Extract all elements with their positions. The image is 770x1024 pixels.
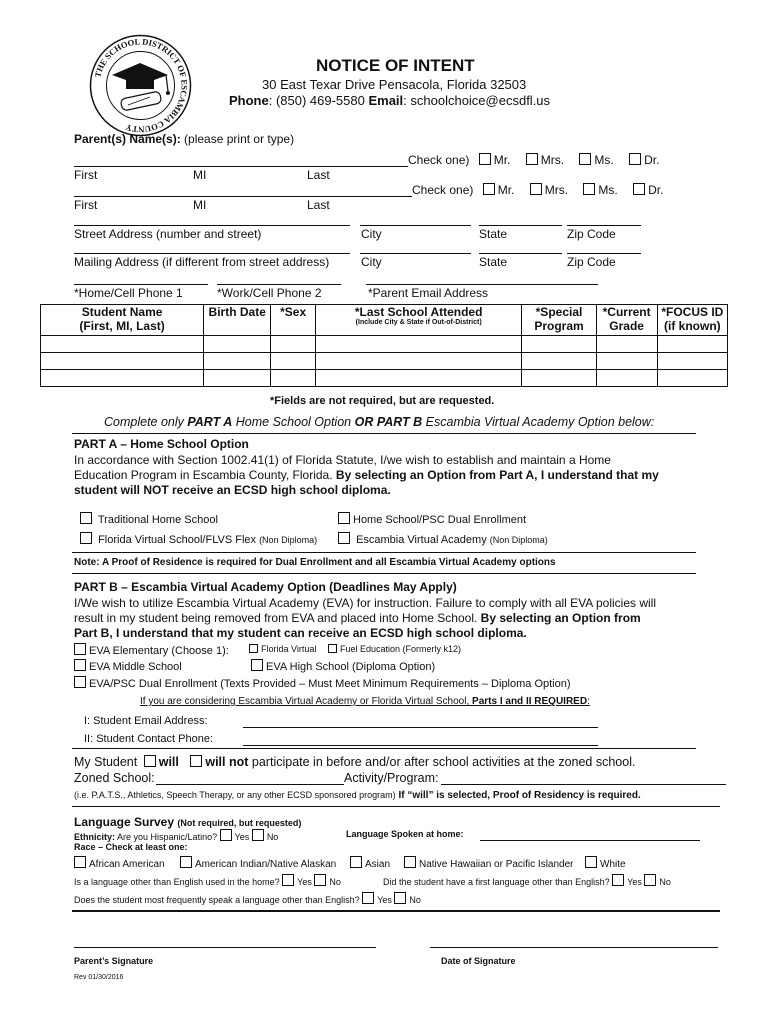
parent1-title-check	[408, 153, 659, 167]
table-row[interactable]	[41, 353, 728, 370]
q-most-frequent: Does the student most frequently speak a language other than English? Yes No	[74, 892, 421, 905]
parent-email-line[interactable]	[366, 284, 598, 285]
state-label: State	[479, 227, 508, 241]
parents-label-note: (please print or type)	[180, 132, 295, 146]
language-home-label: Language Spoken at home:	[346, 829, 464, 839]
psc-dual-checkbox[interactable]	[338, 512, 350, 524]
parent2-mrs-checkbox[interactable]	[530, 183, 542, 195]
col-special-program: *Special Program	[522, 305, 596, 336]
work-phone-label: *Work/Cell Phone 2	[217, 286, 322, 300]
mrs-label: Mrs.	[544, 183, 569, 197]
col-focus-id: *FOCUS ID (if known)	[657, 305, 727, 336]
col-student-name: Student Name (First, MI, Last)	[41, 305, 204, 336]
student-email-line[interactable]	[243, 727, 598, 728]
col-last-school: *Last School Attended (Include City & State if Out-of-District)	[315, 305, 521, 336]
dr-label: Dr.	[648, 183, 664, 197]
will-label: will	[158, 755, 179, 769]
mrs-label: Mrs.	[540, 153, 565, 167]
city-label: City	[361, 227, 382, 241]
divider	[72, 910, 720, 912]
activities-rest: participate in before and/or after school activities at the zoned school.	[251, 755, 636, 769]
part-b-title: PART B – Escambia Virtual Academy Option (Deadlines May Apply)	[74, 580, 457, 594]
divider	[72, 806, 720, 807]
part-b-line2: result in my student being removed from EVA and placed into Home School. By selecting an Option from	[74, 611, 641, 625]
eva-dual-checkbox[interactable]	[74, 676, 86, 688]
table-row[interactable]	[41, 370, 728, 387]
florida-virtual-checkbox[interactable]	[80, 532, 92, 544]
part-b-line1: I/We wish to utilize Escambia Virtual Academy (EVA) for instruction. Failure to comply with all EVA policies will	[74, 596, 656, 610]
ethnicity-row: Ethnicity: Are you Hispanic/Latino? Yes No	[74, 829, 278, 842]
african-american-checkbox[interactable]	[74, 856, 86, 868]
student-phone-label: II: Student Contact Phone:	[84, 733, 214, 745]
will-checkbox[interactable]	[144, 755, 156, 767]
svg-text:THE SCHOOL DISTRICT OF ESCAMBI: THE SCHOOL DISTRICT OF ESCAMBIA COUNTY	[92, 36, 190, 135]
divider	[72, 552, 696, 553]
eva-note: (Non Diploma)	[489, 535, 548, 545]
other-home-no-checkbox[interactable]	[314, 874, 326, 886]
eva-label: Escambia Virtual Academy	[356, 534, 490, 546]
street-line[interactable]	[74, 225, 350, 226]
mailing-zip-line[interactable]	[567, 253, 641, 254]
zoned-school-line[interactable]	[156, 784, 344, 785]
district-address: 30 East Texar Drive Pensacola, Florida 32503	[262, 77, 527, 92]
eva-elementary-label: EVA Elementary (Choose 1):	[89, 645, 229, 657]
parent-signature-label: Parent’s Signature	[74, 956, 154, 966]
work-phone-line[interactable]	[217, 284, 341, 285]
opt-florida-virtual-b	[249, 644, 316, 654]
parent2-mr-checkbox[interactable]	[483, 183, 495, 195]
consider-note: If you are considering Escambia Virtual Academy or Florida Virtual School, Parts I and II REQUIRED:	[140, 696, 590, 707]
parent1-name-line[interactable]	[74, 166, 408, 167]
phone-label: Phone	[229, 93, 269, 108]
traditional-label: Traditional Home School	[97, 514, 218, 526]
parents-label: Parent(s) Name(s):	[74, 132, 181, 146]
fuel-label: Fuel Education (Formerly k12)	[340, 644, 462, 654]
other-home-yes-checkbox[interactable]	[282, 874, 294, 886]
contact-line	[229, 93, 550, 108]
mailing-label: Mailing Address (if different from street address)	[74, 255, 330, 269]
race-asian: Asian	[350, 856, 390, 870]
parent-signature-line[interactable]	[74, 947, 376, 948]
eva-dual-label: EVA/PSC Dual Enrollment (Texts Provided – Must Meet Minimum Requirements – Diploma Option)	[89, 678, 571, 690]
activity-program-line[interactable]	[441, 784, 726, 785]
phone-number: : (850) 469-5580	[268, 93, 369, 108]
race-american-indian: American Indian/Native Alaskan	[180, 856, 336, 870]
parent1-mr-checkbox[interactable]	[479, 153, 491, 165]
mi-label: MI	[193, 198, 207, 212]
eva-florida-virtual-label: Florida Virtual	[261, 644, 317, 654]
hispanic-no-checkbox[interactable]	[252, 829, 264, 841]
hispanic-yes-checkbox[interactable]	[220, 829, 232, 841]
table-row[interactable]	[41, 336, 728, 353]
divider	[72, 573, 696, 574]
student-table	[40, 304, 728, 387]
psc-dual-label: Home School/PSC Dual Enrollment	[353, 514, 527, 526]
survey-title: Language Survey	[74, 815, 178, 829]
mi-label: MI	[193, 168, 207, 182]
date-signature-line[interactable]	[430, 947, 718, 948]
check-one-label: Check one)	[408, 153, 470, 167]
mailing-city-line[interactable]	[360, 253, 471, 254]
most-freq-no-checkbox[interactable]	[394, 892, 406, 904]
mr-label: Mr.	[497, 183, 515, 197]
part-a-line3: student will NOT receive an ECSD high school diploma.	[74, 483, 391, 497]
race-african-american: African American	[74, 856, 165, 870]
eva-middle-checkbox[interactable]	[74, 659, 86, 671]
eva-florida-virtual-checkbox[interactable]	[249, 644, 258, 653]
language-home-line[interactable]	[480, 840, 700, 841]
district-seal-logo	[88, 33, 193, 138]
mailing-state-label: State	[479, 255, 508, 269]
opt-psc-dual	[338, 512, 526, 526]
first-lang-no-checkbox[interactable]	[644, 874, 656, 886]
state-line[interactable]	[479, 225, 562, 226]
col-sex: *Sex	[271, 305, 316, 336]
ms-label: Ms.	[594, 153, 614, 167]
email-address: : schoolchoice@ecsdfl.us	[403, 93, 551, 108]
revision-label: Rev 01/30/2016	[74, 974, 124, 981]
dr-label: Dr.	[644, 153, 660, 167]
zoned-school-label: Zoned School:	[74, 771, 155, 785]
american-indian-checkbox[interactable]	[180, 856, 192, 868]
part-a-line2: Education Program in Escambia County, Florida. By selecting an Option from Part A, I understand that my	[74, 468, 659, 482]
opt-eva-elementary	[74, 643, 229, 657]
race-label: Race – Check at least one:	[74, 842, 188, 852]
col-current-grade: *Current Grade	[596, 305, 657, 336]
native-hawaiian-checkbox[interactable]	[404, 856, 416, 868]
fields-footnote: *Fields are not required, but are requested.	[270, 395, 495, 407]
race-native-hawaiian: Native Hawaiian or Pacific Islander	[404, 856, 574, 870]
form-title: NOTICE OF INTENT	[316, 56, 475, 75]
q-first-language: Did the student have a first language other than English? Yes No	[383, 874, 671, 887]
last-label: Last	[307, 168, 330, 182]
first-label: First	[74, 198, 98, 212]
part-a-line1: In accordance with Section 1002.41(1) of Florida Statute, I/we wish to establish and maintain a Home	[74, 453, 611, 467]
eva-middle-label: EVA Middle School	[89, 661, 182, 673]
part-a-title: PART A – Home School Option	[74, 437, 249, 451]
florida-virtual-note: (Non Diploma)	[259, 535, 318, 545]
parent1-mrs-checkbox[interactable]	[526, 153, 538, 165]
student-phone-line[interactable]	[243, 745, 598, 746]
opt-traditional	[80, 512, 218, 526]
zip-label: Zip Code	[567, 227, 616, 241]
first-lang-yes-checkbox[interactable]	[612, 874, 624, 886]
asian-checkbox[interactable]	[350, 856, 362, 868]
date-signature-label: Date of Signature	[441, 956, 516, 966]
parent2-dr-checkbox[interactable]	[633, 183, 645, 195]
home-phone-line[interactable]	[74, 284, 208, 285]
eva-elementary-checkbox[interactable]	[74, 643, 86, 655]
parent1-dr-checkbox[interactable]	[629, 153, 641, 165]
will-not-checkbox[interactable]	[190, 755, 202, 767]
last-label: Last	[307, 198, 330, 212]
race-white: White	[585, 856, 626, 870]
q-other-language-home: Is a language other than English used in the home? Yes No	[74, 874, 341, 887]
opt-florida-virtual	[80, 532, 317, 546]
parent2-ms-checkbox[interactable]	[583, 183, 595, 195]
activities-note: (i.e. P.A.T.S., Athletics, Speech Therapy, or any other ECSD sponsored program) If “will” is selected, Proof of Residency is required.	[74, 790, 641, 801]
traditional-checkbox[interactable]	[80, 512, 92, 524]
opt-eva-middle	[74, 659, 182, 673]
city-line[interactable]	[360, 225, 471, 226]
street-label: Street Address (number and street)	[74, 227, 262, 241]
activities-line	[74, 755, 635, 769]
col-birth-date: Birth Date	[204, 305, 271, 336]
zip-line[interactable]	[567, 225, 641, 226]
fuel-checkbox[interactable]	[328, 644, 337, 653]
divider	[72, 433, 696, 434]
survey-title-note: (Not required, but requested)	[177, 818, 302, 828]
opt-eva-dual	[74, 676, 571, 690]
florida-virtual-label: Florida Virtual School/FLVS Flex	[98, 534, 260, 546]
proof-residence-note: Note: A Proof of Residence is required for Dual Enrollment and all Escambia Virtual Academy options	[74, 557, 556, 568]
activity-program-label: Activity/Program:	[344, 771, 439, 785]
mailing-state-line[interactable]	[479, 253, 562, 254]
instruction-line: Complete only PART A Home School Option OR PART B Escambia Virtual Academy Option below:	[104, 415, 655, 429]
email-label: Email	[368, 93, 404, 108]
part-b-line3: Part B, I understand that my student can receive an ECSD high school diploma.	[74, 626, 527, 640]
opt-eva	[338, 532, 548, 546]
divider	[72, 748, 696, 749]
my-student-label: My Student	[74, 755, 138, 769]
opt-fuel	[328, 644, 461, 654]
parent-email-label: *Parent Email Address	[368, 286, 489, 300]
mailing-line[interactable]	[74, 253, 350, 254]
parent1-ms-checkbox[interactable]	[579, 153, 591, 165]
white-checkbox[interactable]	[585, 856, 597, 868]
ms-label: Ms.	[598, 183, 618, 197]
opt-eva-high	[251, 659, 435, 673]
will-not-label: will not	[205, 755, 249, 769]
mr-label: Mr.	[493, 153, 511, 167]
parent2-name-line[interactable]	[74, 196, 412, 197]
mailing-zip-label: Zip Code	[567, 255, 616, 269]
eva-high-label: EVA High School (Diploma Option)	[266, 661, 436, 673]
first-label: First	[74, 168, 98, 182]
student-table-header	[41, 305, 728, 336]
eva-checkbox[interactable]	[338, 532, 350, 544]
eva-high-checkbox[interactable]	[251, 659, 263, 671]
most-freq-yes-checkbox[interactable]	[362, 892, 374, 904]
mailing-city-label: City	[361, 255, 382, 269]
check-one-label: Check one)	[412, 183, 474, 197]
parents-label-row	[74, 132, 294, 146]
student-email-label: I: Student Email Address:	[84, 715, 208, 727]
parent2-title-check	[412, 183, 663, 197]
home-phone-label: *Home/Cell Phone 1	[74, 286, 183, 300]
